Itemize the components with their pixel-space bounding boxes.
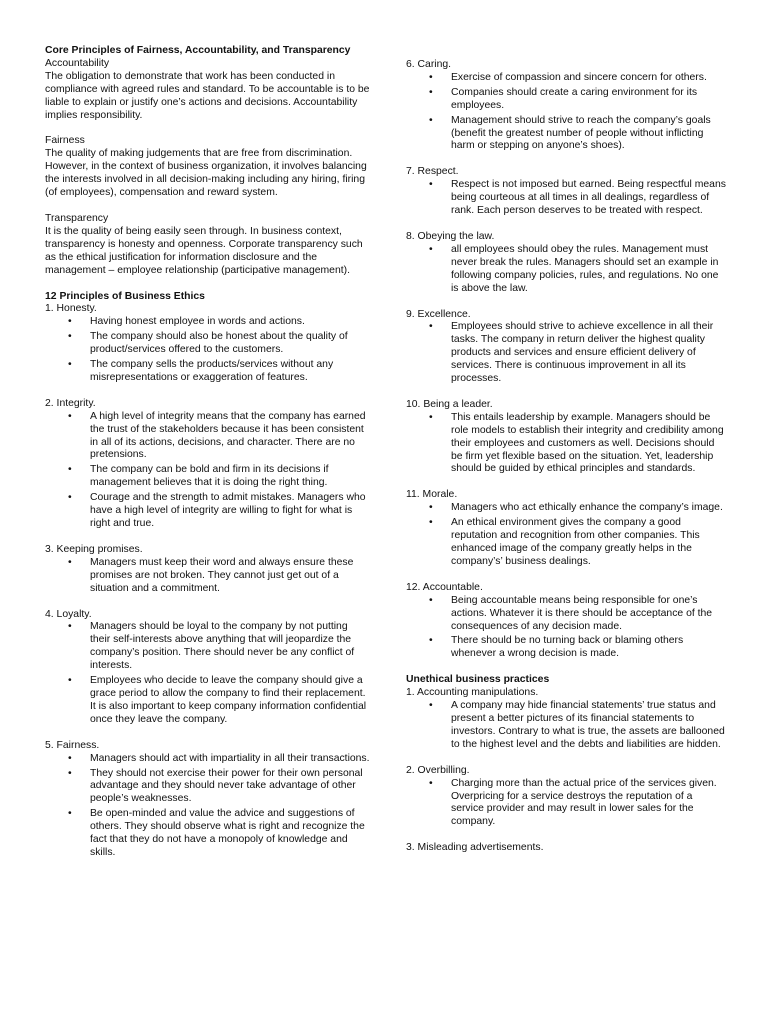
principle-heading: 8. Obeying the law. — [406, 230, 495, 242]
bullet-item: • Managers should act with impartiality in all their transactions. — [45, 753, 370, 766]
section-text: The quality of making judgements that are free from discrimination. However, in the context of business organization, it involves balancing the interests involved in all decision-making including any hiring, firing (of employees), compensation and reward system. — [45, 148, 367, 199]
bullet-list — [406, 412, 726, 477]
principle-heading: 9. Excellence. — [406, 308, 471, 320]
principle-honesty — [45, 303, 370, 384]
bullet-item: • Managers should be loyal to the company by not putting their self-interests above anything that will jeopardize the company’s position. There should never be any conflict of interests. — [45, 621, 370, 673]
section-text: It is the quality of being easily seen through. In business context, transparency is honesty and openness. Corporate transparency such as the ethical justification for information disclosure and the management – employee relationship (participative management). — [45, 225, 363, 276]
bullet-list — [406, 778, 726, 830]
bullet-list — [406, 502, 726, 569]
unethical-practices-title: Unethical business practices — [406, 674, 550, 686]
principle-being-a-leader — [406, 399, 726, 476]
bullet-list — [45, 557, 370, 596]
principle-heading: 7. Respect. — [406, 166, 459, 178]
principle-heading: 10. Being a leader. — [406, 398, 493, 410]
bullet-item: • The company can be bold and firm in its decisions if management believes that it is doing the right thing. — [45, 464, 370, 490]
bullet-list — [406, 595, 726, 662]
practice-heading: 2. Overbilling. — [406, 764, 470, 776]
principle-keeping-promises — [45, 544, 370, 596]
bullet-list — [406, 321, 726, 386]
bullet-list — [406, 244, 726, 296]
principle-heading: 3. Keeping promises. — [45, 543, 143, 555]
unethical-overbilling — [406, 765, 726, 830]
bullet-list — [45, 411, 370, 531]
principle-heading: 12. Accountable. — [406, 581, 483, 593]
bullet-item: • Employees should strive to achieve excellence in all their tasks. The company in return deliver the highest quality products and services and ensure efficient delivery of services. There is continuous improvement in all its processes. — [406, 321, 726, 386]
practice-heading: 1. Accounting manipulations. — [406, 687, 539, 699]
principle-integrity — [45, 398, 370, 531]
principle-heading: 1. Honesty. — [45, 303, 97, 315]
right-column — [406, 59, 726, 855]
bullet-item: • Respect is not imposed but earned. Being respectful means being courteous at all times in all dealings, regardless of rank. Each person deserves to be treated with respect. — [406, 179, 726, 218]
bullet-item: • An ethical environment gives the company a good reputation and recognition from other companies. This enhanced image of the company greatly helps in the company’s’ business dealings. — [406, 517, 726, 569]
bullet-item: • Be open-minded and value the advice and suggestions of others. They should observe what is right and recognize the fact that they do not have a monopoly of knowledge and skills. — [45, 808, 370, 860]
principle-heading: 4. Loyalty. — [45, 608, 92, 620]
bullet-item: • Having honest employee in words and actions. — [45, 316, 370, 329]
bullet-item: • Charging more than the actual price of the services given. Overpricing for a service destroys the reputation of a service provider and may result in lower sales for the company. — [406, 778, 726, 830]
bullet-item: • all employees should obey the rules. Management must never break the rules. Managers should set an example in following company policies, rules, and regulations. No one is above the law. — [406, 244, 726, 296]
core-principles-title: Core Principles of Fairness, Accountability, and Transparency — [45, 45, 351, 56]
principle-heading: 2. Integrity. — [45, 397, 96, 409]
bullet-item: • The company sells the products/services without any misrepresentations or exaggeration of features. — [45, 359, 370, 385]
principle-caring — [406, 59, 726, 153]
bullet-list — [406, 179, 726, 218]
bullet-item: • Courage and the strength to admit mistakes. Managers who have a high level of integrity are willing to fight for what is right and true. — [45, 492, 370, 531]
bullet-item: • The company should also be honest about the quality of product/services offered to the customers. — [45, 331, 370, 357]
bullet-item: • Managers who act ethically enhance the company’s image. — [406, 502, 726, 515]
bullet-item: • Management should strive to reach the company’s goals (benefit the greatest number of people without inflicting harm or stepping on anyone’s shoes). — [406, 115, 726, 154]
principle-accountable — [406, 582, 726, 661]
section-text: The obligation to demonstrate that work has been conducted in compliance with agreed rules and standard. To be accountable is to be liable to explain or justify one’s actions and decisions. Accountability implies responsibility. — [45, 70, 370, 121]
principle-loyalty — [45, 609, 370, 727]
bullet-item: • A company may hide financial statements’ true status and present a better pictures of its financial statements to investors. Contrary to what is true, the assets are ballooned to the highest level and the debts and liabilities are hidden. — [406, 700, 726, 752]
core-section-transparency — [45, 213, 370, 278]
bullet-list — [406, 72, 726, 153]
bullet-list — [45, 753, 370, 860]
principle-obeying-the-law — [406, 231, 726, 296]
bullet-item: • This entails leadership by example. Managers should be role models to establish their integrity and credibility among their employees and customers as well. Decisions should be firm yet flexible based on the situation. Yet, leadership should be guided by ethical principles and standards. — [406, 412, 726, 477]
principle-heading: 5. Fairness. — [45, 739, 100, 751]
bullet-item: • A high level of integrity means that the company has earned the trust of the stakeholders because it has been consistent in all of its actions, decisions, and character. There are no pretensions. — [45, 411, 370, 463]
bullet-item: • Managers must keep their word and always ensure these promises are not broken. They cannot just get out of a situation and a commitment. — [45, 557, 370, 596]
principle-respect — [406, 166, 726, 218]
principle-heading: 11. Morale. — [406, 489, 458, 501]
bullet-item: • They should not exercise their power for their own personal advantage and they should never take advantage of other people’s weaknesses. — [45, 768, 370, 807]
section-heading: Transparency — [45, 212, 109, 224]
section-heading: Fairness — [45, 135, 85, 147]
principle-morale — [406, 489, 726, 568]
principle-excellence — [406, 309, 726, 386]
bullet-item: • Companies should create a caring environment for its employees. — [406, 87, 726, 113]
bullet-list — [45, 316, 370, 385]
section-heading: Accountability — [45, 57, 110, 69]
unethical-accounting-manipulations — [406, 687, 726, 752]
practice-heading: 3. Misleading advertisements. — [406, 842, 544, 854]
core-section-fairness — [45, 135, 370, 200]
bullet-list — [406, 700, 726, 752]
core-section-accountability — [45, 58, 370, 123]
bullet-item: • Employees who decide to leave the company should give a grace period to allow the company to find their replacement. It is also important to keep company information confidential once they leave the company. — [45, 675, 370, 727]
principle-heading: 6. Caring. — [406, 59, 452, 70]
principles-title: 12 Principles of Business Ethics — [45, 290, 205, 302]
bullet-item: • Exercise of compassion and sincere concern for others. — [406, 72, 726, 85]
bullet-item: • There should be no turning back or blaming others whenever a wrong decision is made. — [406, 635, 726, 661]
bullet-list — [45, 621, 370, 726]
principle-fairness — [45, 740, 370, 860]
bullet-item: • Being accountable means being responsible for one’s actions. Whatever it is there should be acceptance of the consequences of any decision made. — [406, 595, 726, 634]
unethical-misleading-advertisements — [406, 842, 726, 855]
left-column — [45, 45, 370, 873]
